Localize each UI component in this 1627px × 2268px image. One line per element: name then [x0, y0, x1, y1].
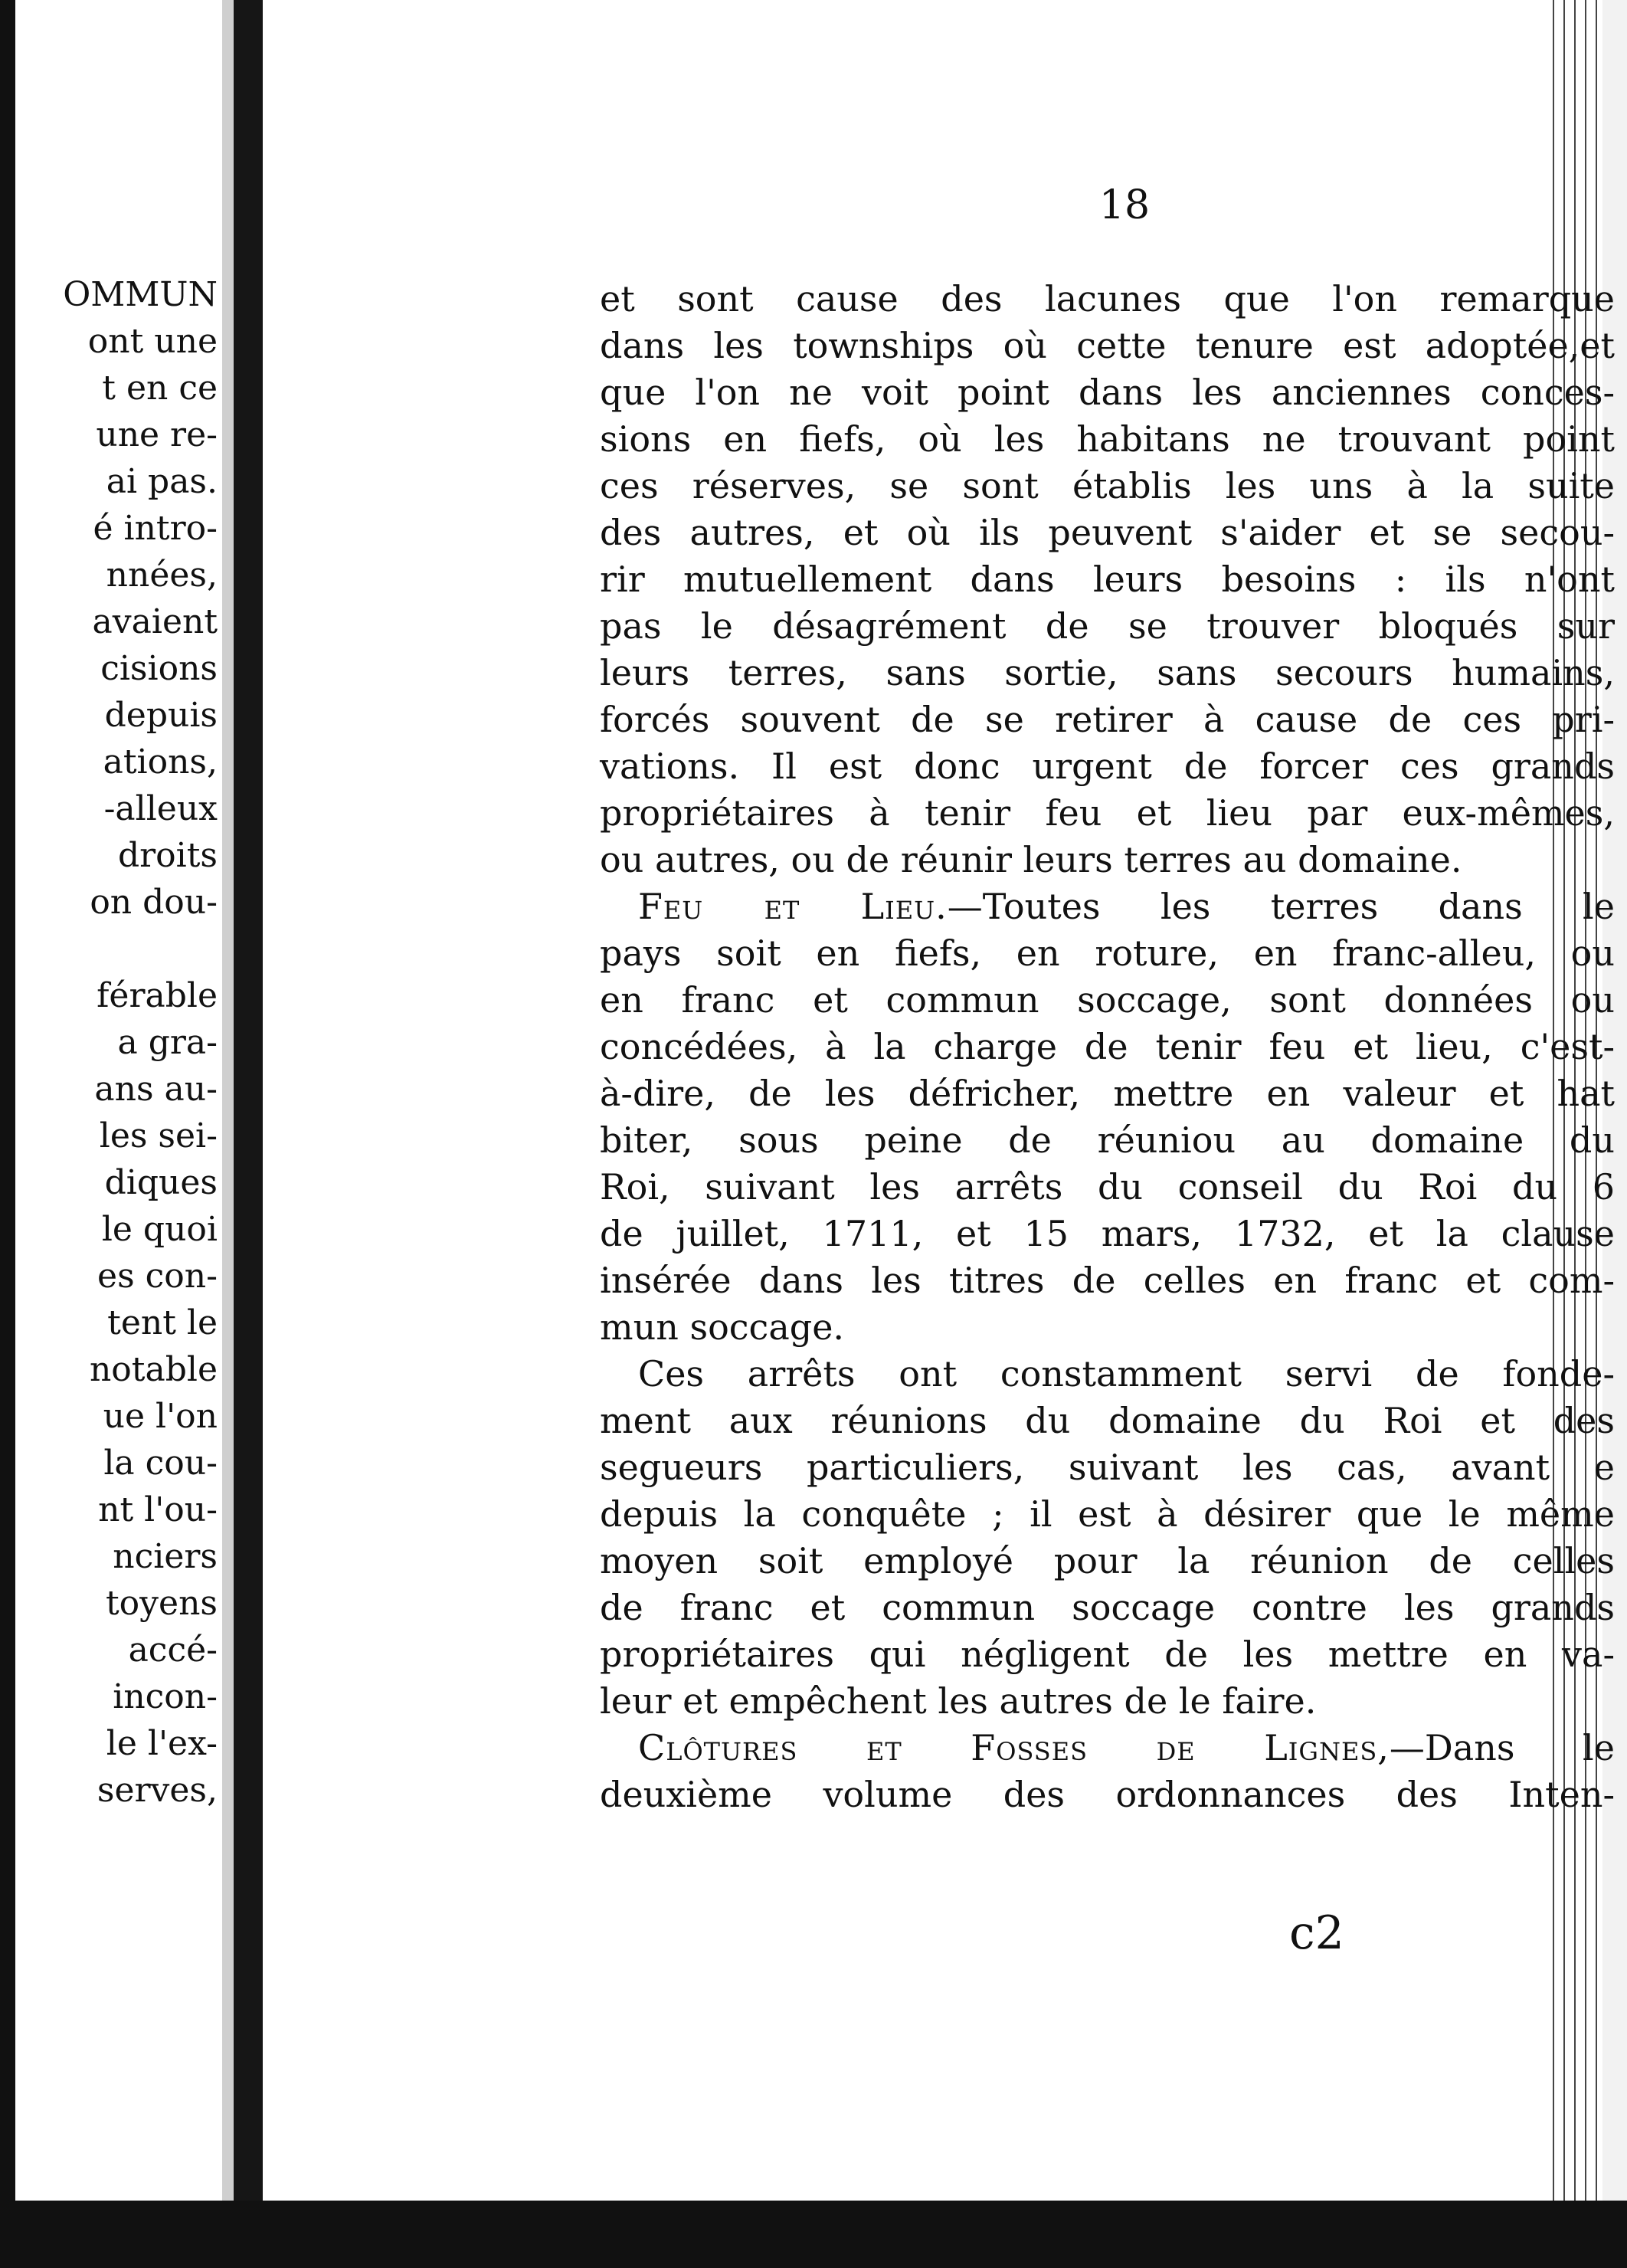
facing-page-text-fragment: ai pas. [106, 462, 218, 501]
heading-feu-et-lieu: Feu et Lieu. [638, 886, 948, 927]
page-body [600, 276, 1615, 1818]
text-line: que l'on ne voit point dans les anciennes conces- [600, 372, 1615, 413]
facing-page-text-fragment: les sei- [99, 1116, 218, 1155]
facing-page-text-fragment: notable [89, 1350, 218, 1389]
facing-page-text-fragment: es con- [97, 1257, 218, 1296]
text-line: deuxième volume des ordonnances des Inten- [600, 1774, 1615, 1815]
text-line: depuis la conquête ; il est à désirer que le même [600, 1493, 1615, 1535]
paragraph-1 [600, 276, 1615, 883]
facing-page-text-fragment: cisions [100, 649, 218, 688]
text-line: ment aux réunions du domaine du Roi et des [600, 1400, 1615, 1441]
main-page [263, 0, 1615, 2201]
facing-page-text-fragment: incon- [113, 1677, 218, 1716]
text-line: propriétaires à tenir feu et lieu par eux-mêmes, [600, 792, 1615, 834]
gutter-shadow [222, 0, 234, 2201]
facing-page-text-fragment: a gra- [117, 1023, 218, 1062]
facing-page-text-fragment: on dou- [90, 883, 218, 922]
paragraph-3 [600, 1351, 1615, 1725]
facing-page-text-fragment: tent le [107, 1303, 218, 1342]
text-line: Roi, suivant les arrêts du conseil du Roi du 6 [600, 1166, 1615, 1208]
text-line: leurs terres, sans sortie, sans secours humains, [600, 652, 1615, 693]
facing-page-text-fragment: avaient [92, 602, 218, 641]
page-number: 18 [1098, 182, 1151, 228]
text-line: des autres, et où ils peuvent s'aider et se secou- [600, 512, 1615, 553]
facing-page-text-fragment: é intro- [93, 509, 218, 548]
facing-page-text-fragment: la cou- [103, 1444, 218, 1483]
text-line: de franc et commun soccage contre les grands [600, 1587, 1615, 1628]
facing-page-text-fragment: ans au- [94, 1070, 218, 1109]
book-gutter [234, 0, 263, 2201]
facing-page-text-fragment: droits [117, 836, 218, 875]
facing-page-text-fragment: toyens [106, 1584, 218, 1623]
paragraph-4-first-line: Clôtures et Fosses de Lignes,—Dans le [638, 1727, 1615, 1768]
text-line: et sont cause des lacunes que l'on remarque [600, 278, 1615, 320]
text-line: pas le désagrément de se trouver bloqués sur [600, 605, 1615, 647]
text-line: ou autres, ou de réunir leurs terres au domaine. [600, 839, 1462, 880]
scan-left-border [0, 0, 15, 2268]
facing-page-text-fragment: le quoi [101, 1210, 218, 1249]
facing-page-text-fragment: -alleux [103, 789, 218, 828]
text-line: forcés souvent de se retirer à cause de ces pri- [600, 699, 1615, 740]
facing-page-text-fragment: serves, [97, 1771, 218, 1810]
text-line: de juillet, 1711, et 15 mars, 1732, et la clause [600, 1213, 1615, 1254]
text-line: moyen soit employé pour la réunion de celles [600, 1540, 1615, 1581]
facing-page-fragment [15, 0, 222, 2201]
facing-page-text-fragment: nciers [113, 1537, 218, 1576]
text-line: ces réserves, se sont établis les uns à la suite [600, 465, 1615, 506]
facing-page-text-fragment: une re- [96, 415, 218, 454]
text-line: en franc et commun soccage, sont données ou [600, 979, 1615, 1021]
facing-page-text-fragment: nnées, [106, 556, 218, 595]
facing-page-text-fragment: OMMUN [63, 275, 218, 314]
text-line: biter, sous peine de réuniou au domaine du [600, 1119, 1615, 1161]
text-line: segueurs particuliers, suivant les cas, avant e [600, 1447, 1615, 1488]
text-line: propriétaires qui négligent de les mettre en va- [600, 1634, 1615, 1675]
facing-page-text-fragment: ations, [103, 742, 218, 782]
facing-page-text-fragment: ue l'on [103, 1397, 218, 1436]
facing-page-text-fragment: diques [104, 1163, 218, 1202]
text-line: à-dire, de les défricher, mettre en valeur et hat [600, 1073, 1615, 1114]
facing-page-text-fragment: le l'ex- [106, 1724, 218, 1763]
text-line: rir mutuellement dans leurs besoins : ils n'ont [600, 559, 1615, 600]
text-line: sions en fiefs, où les habitans ne trouvant point [600, 418, 1615, 460]
text-line: mun soccage. [600, 1306, 845, 1348]
text-line: vations. Il est donc urgent de forcer ces grands [600, 746, 1615, 787]
signature-mark: c2 [1289, 1906, 1344, 1960]
facing-page-text-fragment: accé- [128, 1631, 218, 1670]
facing-page-text-fragment: depuis [104, 696, 218, 735]
scan-bottom-border [0, 2201, 1627, 2268]
facing-page-text-fragment: férable [97, 976, 218, 1015]
paragraph-2-first-line: Feu et Lieu.—Toutes les terres dans le [638, 886, 1615, 927]
text-line: pays soit en fiefs, en roture, en franc-alleu, ou [600, 932, 1615, 974]
facing-page-text-fragment: nt l'ou- [98, 1490, 218, 1529]
facing-page-text-fragment: t en ce [102, 369, 218, 408]
paragraph-4 [600, 1725, 1615, 1818]
text-line: leur et empêchent les autres de le faire. [600, 1680, 1317, 1722]
text-line: insérée dans les titres de celles en franc et com- [600, 1260, 1615, 1301]
facing-page-text-fragment: ont une [87, 322, 218, 361]
text-line: Ces arrêts ont constamment servi de fonde- [638, 1353, 1615, 1395]
paragraph-2 [600, 883, 1615, 1351]
text-line: concédées, à la charge de tenir feu et lieu, c'est- [600, 1026, 1615, 1067]
heading-clotures: Clôtures et Fosses de Lignes, [638, 1727, 1390, 1768]
text-line: dans les townships où cette tenure est adoptée,et [600, 325, 1615, 366]
